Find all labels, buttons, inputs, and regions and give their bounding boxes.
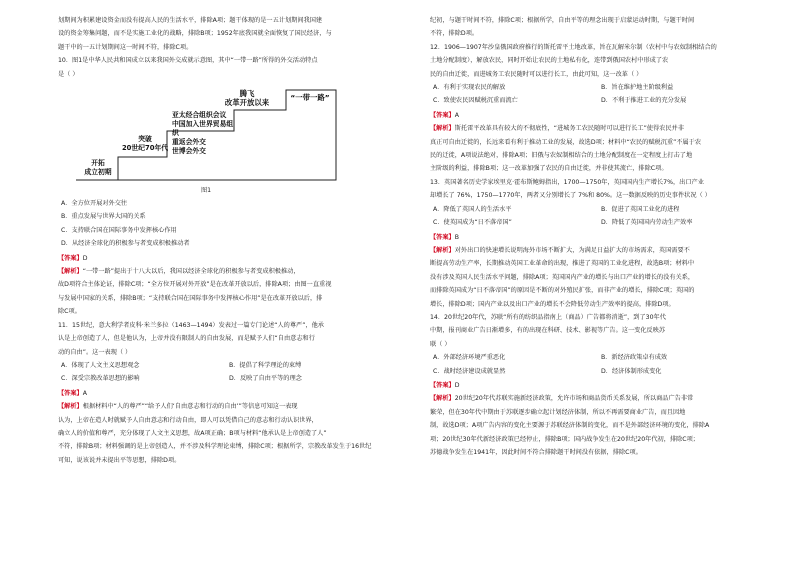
- step-yidaiyilu-label: “一带一路”: [290, 93, 330, 103]
- q10-analysis-line-3: 与发展中国家的关系，排除B项；“支持联合国在国际事务中发挥核心作用”是在改革开放以后，排: [58, 294, 323, 302]
- right-top-line-1: 纪初，与题干时间不符，排除C项；根据所学，自由平等的理念出现于启蒙运动时期，与题干时间: [430, 17, 695, 24]
- diplomacy-staircase-figure: [72, 85, 340, 185]
- q13-analysis-line-5: 增长，排除D项；国内产业以及出口产业的增长不会降低劳动生产效率的提高，排除D项。: [430, 300, 675, 308]
- q12-answer-value: A: [454, 111, 459, 119]
- q13-analysis-line-1: 【解析】对外出口的快速增长说明海外市场不断扩大，为满足日益扩大的市场需求，英国需要不: [430, 246, 690, 254]
- q11-analysis-line-4: 不符，排除B项；材料强调的是上帝创造人，并不涉及科学理论束缚，排除C项；根据所学，宗教改革发生于16世纪: [58, 443, 372, 451]
- q11-option-b: B．提倡了科学理论的束缚: [229, 361, 302, 369]
- q13-options: [430, 203, 760, 230]
- q10-answer-label: 【答案】: [58, 254, 83, 262]
- q13-option-b: B．促进了英国工业化的进程: [601, 205, 680, 213]
- q12-option-a: A．有利于实现农民的解放: [433, 84, 506, 92]
- step-tengfei-items: 亚太经合组织会议 中国加入世界贸易组织 重返会外交 世博会外交: [172, 111, 234, 156]
- q13-option-c: C．使英国成为“日不落帝国”: [433, 219, 512, 227]
- step-kaituo-label: 开拓 成立初期: [84, 159, 112, 177]
- q11-analysis-line-3: 确立人的价值和尊严，充分体现了人文主义思想，故A项正确；B项与材料“他承认是上帝创造了人”: [58, 429, 327, 437]
- q12-answer: [430, 109, 760, 122]
- q14-stem-line-2: 中期，报刊商业广告日渐增多，有的出现在科研、技术、影视等广告。这一变化反映苏: [430, 327, 666, 335]
- q10-answer-value: D: [82, 254, 88, 262]
- right-column: [430, 14, 760, 459]
- q14-option-d: D．经济体制形成变化: [601, 367, 662, 375]
- q12-option-d: D．不利于推进工业的充分发展: [601, 97, 687, 105]
- q12-answer-label: 【答案】: [430, 111, 455, 119]
- q11-stem-line-1: 11．15世纪，意大利学者皮科·米兰多拉（1463—1494）发表过一篇专门论述“人的尊严”，他承: [58, 321, 324, 329]
- q10-option-b: B．重点发展与世界大国的关系: [61, 213, 146, 221]
- q10-option-a: A．全方位开展对外交往: [61, 200, 128, 208]
- q10-option-c: C．支持联合国在国际事务中发挥核心作用: [61, 226, 177, 234]
- q10-analysis-line-1: 【解析】“一带一路”提出于十八大以后，我国以经济全球化的积极参与者变成积极推动，: [58, 268, 300, 276]
- q11-option-c: C．深受宗教改革思想的影响: [61, 375, 140, 383]
- q11-option-d: D．反映了自由平等的理念: [229, 375, 302, 383]
- q12-analysis-line-4: 主阶级的利益，排除B项；这一改革加强了农民的自由迁徙，并非使其流亡，排除C项。: [430, 165, 668, 173]
- q12-option-c: C．致使农民因赋税沉重而流亡: [433, 97, 518, 105]
- q11-analysis-line-5: 可知，说该说并未提出平等思想，排除D项。: [58, 456, 181, 464]
- left-top-line-3: 题干中的一五计划期间这一时间不符，排除C项。: [58, 43, 193, 51]
- q11-analysis-line-1: 【解析】根据材料中“人的尊严”“给予人们‘自由意志和行动的自由’”等信息可知这一表现: [58, 403, 298, 411]
- q10-option-d: D．从经济全球化的积极参与者变成积极推动者: [61, 240, 190, 248]
- q13-stem-line-1: 13．英国著名历史学家埃里克·霍布斯鲍姆指出，1700—1750年，英国国内生产增长7%，出口产业: [430, 178, 704, 186]
- left-column: [58, 14, 388, 467]
- q13-option-a: A．降低了英国人的生活水平: [433, 205, 512, 213]
- step-tengfei-title: 腾飞 改革开放以来: [224, 89, 270, 108]
- q13-answer-value: B: [454, 233, 459, 241]
- q14-analysis-line-3: 制，故选D项；A项广告内容的变化主要源于苏联经济体制的变化，而不是外部经济环境的变化，排除A: [430, 422, 710, 430]
- q14-stem-line-3: 联（ ）: [430, 340, 451, 348]
- q12-option-b: B．旨在维护地主阶级利益: [601, 84, 674, 92]
- q13-analysis-line-3: 没有涉及英国人民生活水平问题，排除A项；英国国内产业的增长与出口产业的增长的没有关系，: [430, 273, 695, 281]
- q13-analysis-line-4: 而排除英国成为“日不落帝国”的原因是不断的对外殖民扩张，而非产业的增长，排除C项；英国的: [430, 287, 695, 295]
- step-tupo-label: 突破 20世纪70年代: [121, 135, 169, 153]
- right-top-line-2: 不符，排除D项。: [430, 30, 479, 38]
- q10-stem-line-2: 是（ ）: [58, 70, 79, 78]
- q14-option-c: C．战时经济建设成就显然: [433, 367, 506, 375]
- q13-answer-label: 【答案】: [430, 233, 455, 241]
- q14-stem-line-1: 14．20世纪20年代，苏联“所有的纺织品指南上（商品）广告都将消逝”，到了30年代: [430, 313, 666, 321]
- q14-options: [430, 351, 760, 378]
- q11-option-a: A．体现了人文主义思想观念: [61, 361, 140, 369]
- q11-analysis-label: 【解析】: [58, 403, 83, 411]
- q13-answer: [430, 231, 760, 244]
- left-top-line-1: 划期间为积累建设资金而没有提高人民的生活水平，排除A项；题干体现的是一五计划期间我国建: [58, 17, 323, 24]
- q13-analysis-label: 【解析】: [430, 246, 455, 254]
- q11-answer-value: A: [82, 389, 87, 397]
- q10-stem-line-1: 10．图1是中华人民共和国成立以来我国外交成就示意图，其中“一带一路”所得的外交活动特点: [58, 57, 318, 65]
- q14-analysis-line-4: 项；20世纪30年代新经济政策已经停止，排除B项；国内战争发生在20世纪20年代初，排除C项；: [430, 435, 699, 443]
- q11-answer-label: 【答案】: [58, 389, 83, 397]
- q11-stem-line-3: 动的自由”。这一表现（ ）: [58, 348, 132, 356]
- q10-analysis-line-2: 故D项符合主体论证，排除C项；“全方位开展对外开放”是在改革开放以后，排除A项；由图一直重视: [58, 281, 332, 289]
- q14-analysis-line-5: 苏德战争发生在1941年，因此时间不符合排除题干时间没有依据，排除C项。: [430, 449, 642, 456]
- q13-analysis-line-2: 断提高劳动生产率，长期推动英国工业革命的出现，推进了英国的工业化进程，故选B项；材料中: [430, 260, 695, 268]
- figure-1-caption: 图1: [200, 187, 212, 195]
- q14-analysis-line-2: 繁荣，但在30年代中期由于苏联逐步确立起计划经济体制，所以不再需要商业广告，而且因地: [430, 408, 686, 416]
- q14-answer: [430, 379, 760, 392]
- q10-analysis-line-4: 除C项。: [58, 308, 81, 316]
- q12-analysis-line-1: 【解析】斯托雷平改革具有较大的不彻底性，“进城务工农民随时可以进行长工”使得农民并非: [430, 125, 684, 133]
- q11-answer: [58, 387, 388, 400]
- q12-analysis-line-3: 民的迁徙，A项说法绝对，排除A项；旧俄与农奴制相结合的土地分配制度在一定程度上打击了地: [430, 152, 693, 160]
- q11-analysis-line-2: 认为，上帝在造人时就赋予人自由意志和行动自由，即人可以凭借自己的意志和行动认识世界，: [58, 416, 318, 424]
- q13-option-d: D．降低了英国国内劳动生产效率: [601, 219, 693, 227]
- q10-answer: [58, 252, 388, 265]
- left-top-line-2: 设的资金筹集问题，而不是实施工业化的战略，排除B项；1952年底我国就全面恢复了国民经济，与: [58, 30, 332, 38]
- q12-analysis-label: 【解析】: [430, 125, 455, 133]
- q12-stem-line-1: 12．1906—1907年沙皇俄国政府推行的斯托雷平土地改革，旨在瓦解米尔制（农村中与农奴制相结合的: [430, 43, 717, 51]
- q12-analysis-line-2: 真正可自由迁徙的，长远来看有利于推动工业的发展，故选D项；材料中“农民的赋税沉重”不属于农: [430, 138, 702, 146]
- q12-stem-line-3: 民的自由迁徙，而进城务工农民随时可以进行长工，由此可知，这一改革（ ）: [430, 70, 643, 78]
- q14-option-b: B．新经济政策卓有成效: [601, 354, 668, 362]
- q12-stem-line-2: 土地分配制度），解放农民，同时开始让农民的土地私有化，连带到俄国农村中形成了农: [430, 57, 669, 65]
- q14-answer-label: 【答案】: [430, 381, 455, 389]
- q14-option-a: A．外部经济环境严重恶化: [433, 354, 506, 362]
- q12-options: [430, 81, 760, 108]
- q14-answer-value: D: [454, 381, 460, 389]
- q14-analysis-label: 【解析】: [430, 395, 455, 403]
- q13-stem-line-2: 却增长了 76%，1750—1770年，两者又分别增长了 7%和 80%。这一数据反映的历史事件状况（ ）: [430, 192, 711, 200]
- q14-analysis-line-1: 【解析】20世纪20年代苏联实施新经济政策，允许市场和商品货币关系发展，所以商品广告非常: [430, 395, 694, 403]
- q10-analysis-label: 【解析】: [58, 268, 83, 276]
- q11-stem-line-2: 认是上帝创造了人，但是他认为，上帝并没有限制人的自由发展，而是赋予人们“自由意志和行: [58, 335, 315, 343]
- q11-options: [58, 359, 388, 386]
